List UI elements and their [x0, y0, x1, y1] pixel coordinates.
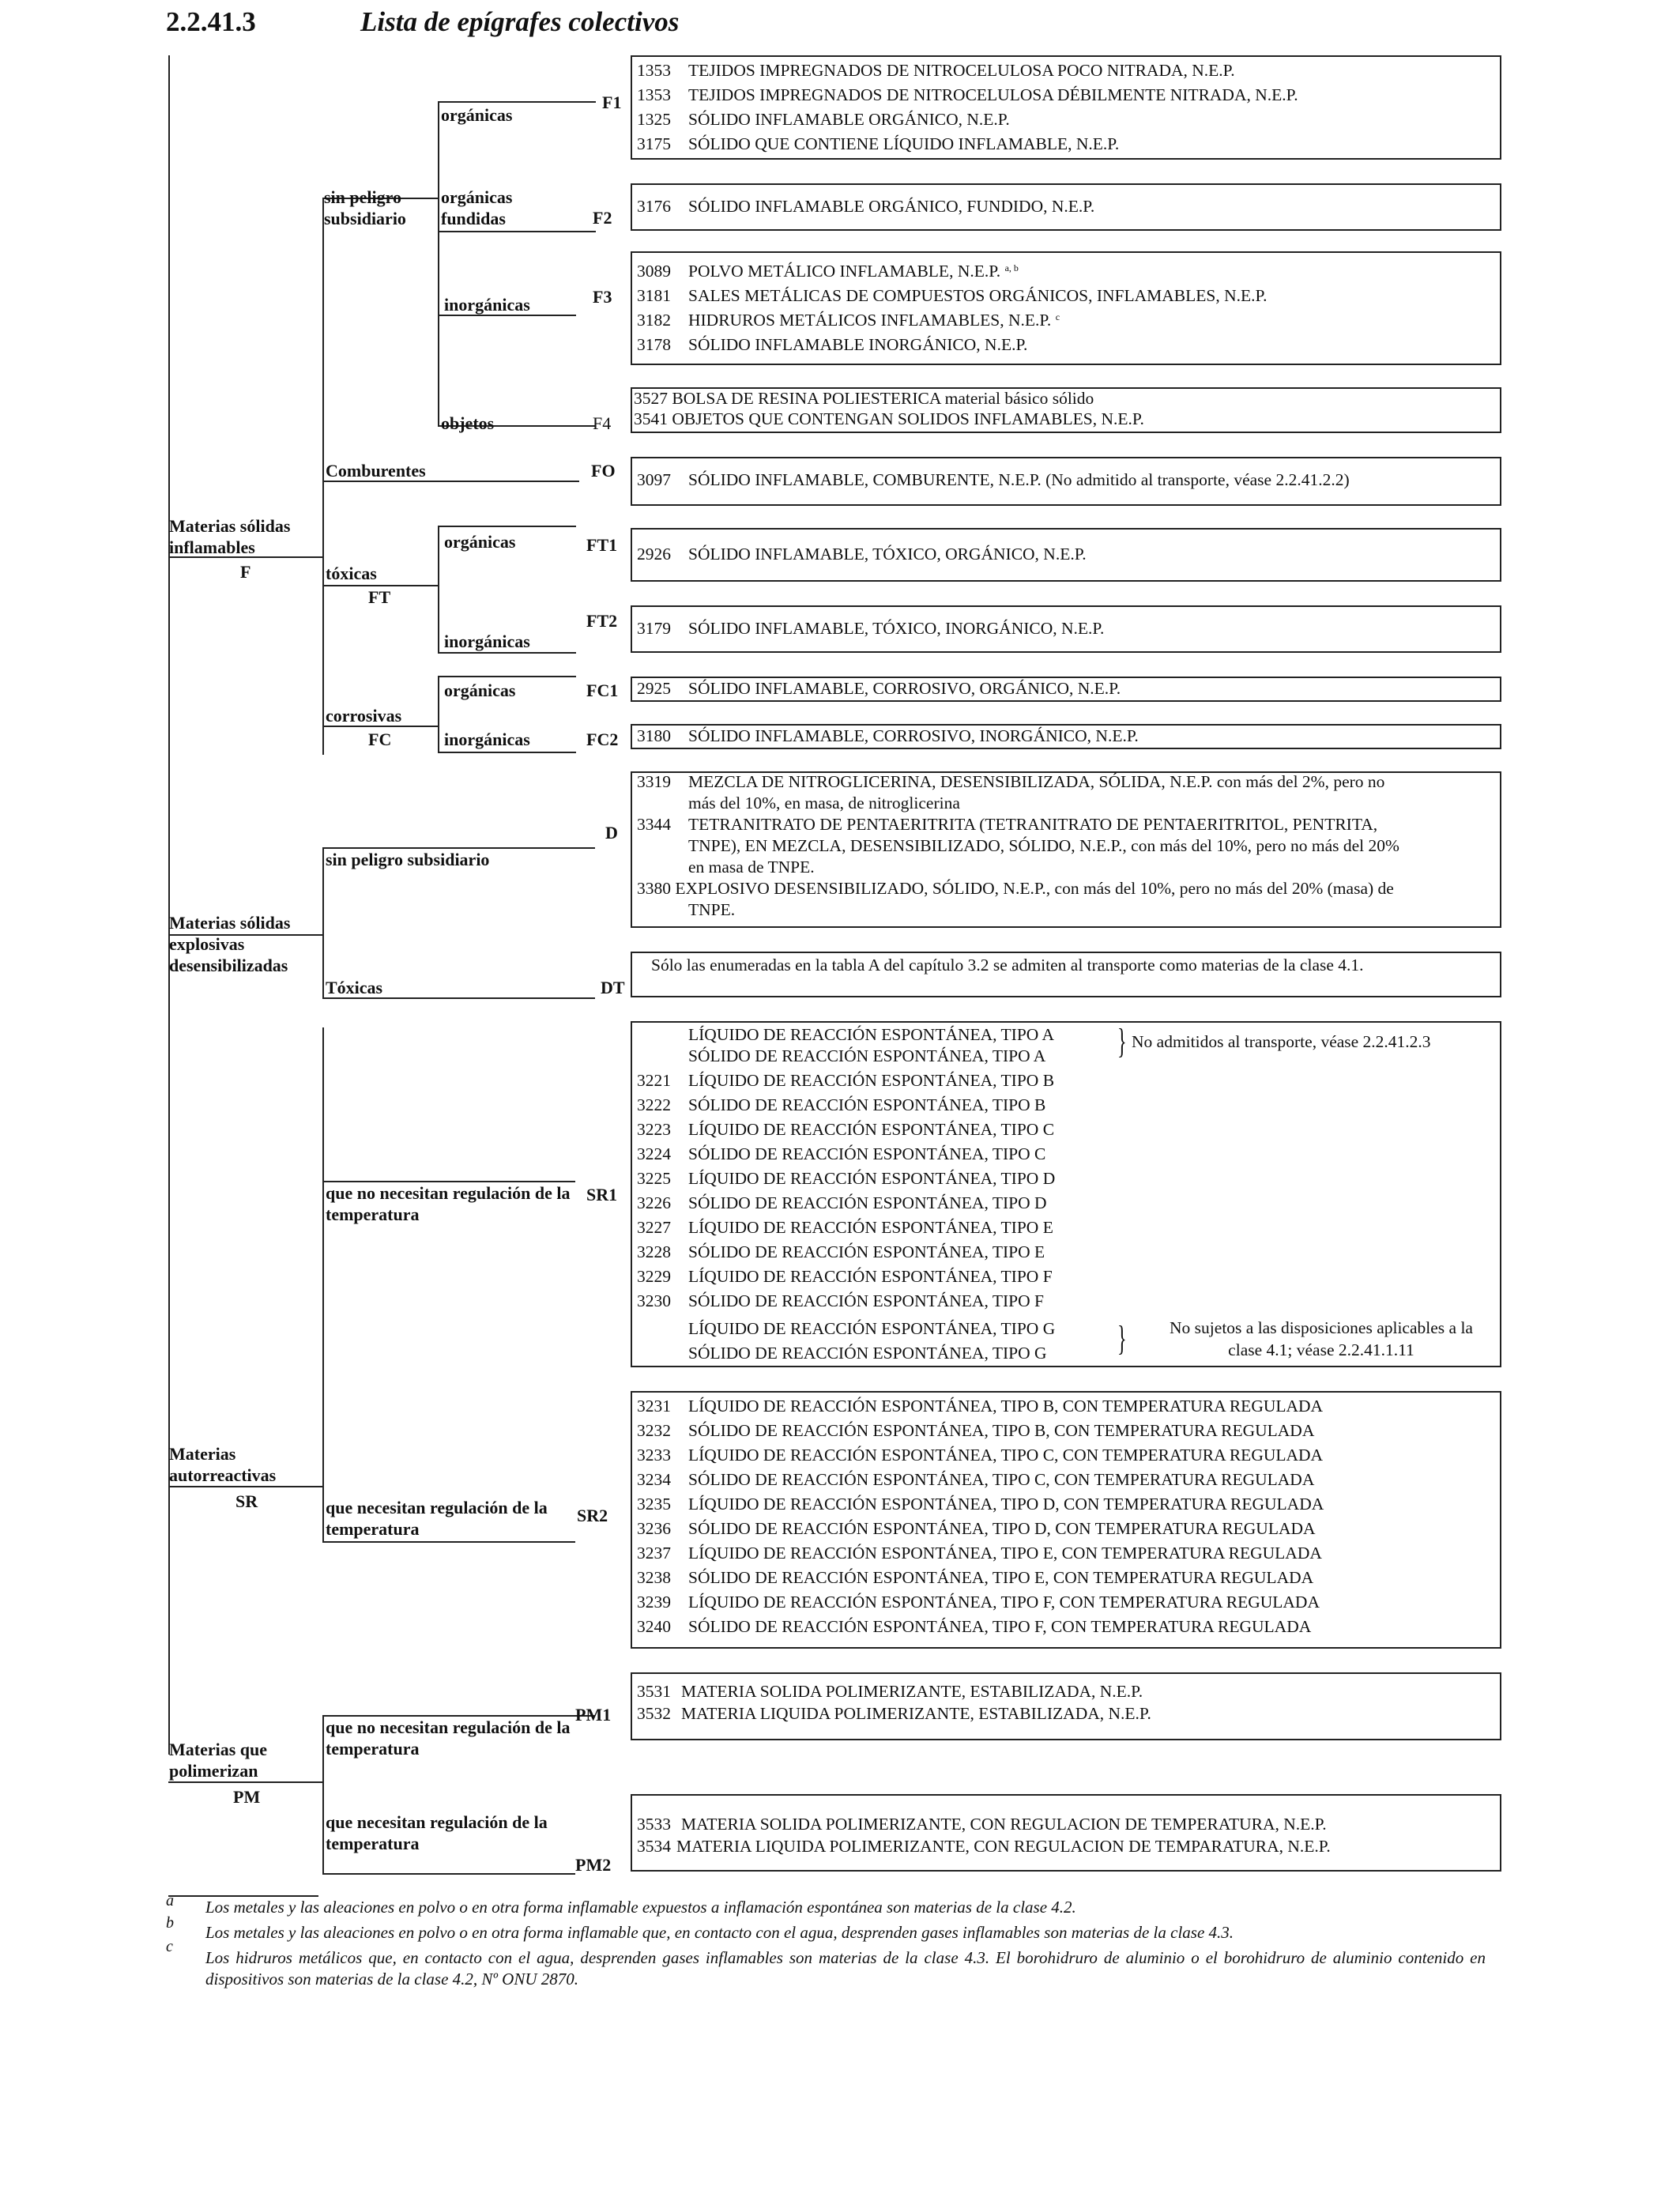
code-f2: F2	[593, 208, 612, 228]
list-item-continuation: TNPE), EN MEZCLA, DESENSIBILIZADO, SÓLIDO, N.E.P., con más del 10%, pero no más del 20%	[688, 836, 1399, 855]
list-item: 3230 SÓLIDO DE REACCIÓN ESPONTÁNEA, TIPO F	[637, 1291, 1044, 1310]
list-item: 3344 TETRANITRATO DE PENTAERITRITA (TETRANITRATO DE PENTAERITRITOL, PENTRITA,	[637, 815, 1378, 834]
list-item: 3319 MEZCLA DE NITROGLICERINA, DESENSIBILIZADA, SÓLIDA, N.E.P. con más del 2%, pero no	[637, 772, 1385, 791]
label-organicas-ft1: orgánicas	[444, 532, 516, 552]
list-item-continuation: en masa de TNPE.	[688, 858, 815, 876]
box-f2	[631, 183, 1501, 231]
list-item: 3225 LÍQUIDO DE REACCIÓN ESPONTÁNEA, TIPO D	[637, 1169, 1056, 1188]
list-item: 3240 SÓLIDO DE REACCIÓN ESPONTÁNEA, TIPO F, CON TEMPERATURA REGULADA	[637, 1617, 1312, 1636]
list-item: 3380 EXPLOSIVO DESENSIBILIZADO, SÓLIDO, N.E.P., con más del 10%, pero no más del 20% (masa) de	[637, 879, 1394, 898]
list-item: 3182 HIDRUROS METÁLICOS INFLAMABLES, N.E.P. $^c$	[637, 311, 1060, 330]
sr1-bottom-note	[1147, 1317, 1495, 1361]
label-inorganicas-ft2: inorgánicas	[444, 631, 530, 651]
list-item: 3532 MATERIA LIQUIDA POLIMERIZANTE, ESTABILIZADA, N.E.P.	[637, 1704, 1151, 1723]
label-organicas-fundidas: orgánicas fundidas	[441, 187, 513, 228]
list-item: 1353 TEJIDOS IMPREGNADOS DE NITROCELULOSA DÉBILMENTE NITRADA, N.E.P.	[637, 85, 1298, 104]
label-organicas-fc1: orgánicas	[444, 680, 516, 700]
label-sr-no-regulacion: que no necesitan regulación de la temperatura	[326, 1183, 571, 1224]
label-sin-peligro-subsidiario: sin peligro subsidiario	[324, 187, 406, 228]
sr1-bottom-note-line: clase 4.1; véase 2.2.41.1.11	[1228, 1340, 1414, 1359]
group-title-polymerizing: Materias que polimerizan	[169, 1740, 268, 1781]
code-ft2: FT2	[586, 611, 618, 631]
box-ft1	[631, 528, 1501, 582]
list-item: 3089 POLVO METÁLICO INFLAMABLE, N.E.P. $^{a, b}$	[637, 262, 1019, 281]
box-pm2	[631, 1794, 1501, 1872]
list-item: 3178 SÓLIDO INFLAMABLE INORGÁNICO, N.E.P.	[637, 335, 1028, 354]
list-item: 3533 MATERIA SOLIDA POLIMERIZANTE, CON REGULACION DE TEMPERATURA, N.E.P.	[637, 1815, 1327, 1834]
list-item: 3223 LÍQUIDO DE REACCIÓN ESPONTÁNEA, TIPO C	[637, 1120, 1055, 1139]
footnote-ref-c: c	[1055, 311, 1060, 322]
code-fc1: FC1	[586, 680, 619, 700]
label-comburentes: Comburentes	[326, 461, 426, 481]
sr1-top-note: No admitidos al transporte, véase 2.2.41.2.3	[1132, 1032, 1431, 1051]
code-sr2: SR2	[577, 1506, 608, 1525]
code-f3: F3	[593, 287, 612, 307]
list-item: 3175 SÓLIDO QUE CONTIENE LÍQUIDO INFLAMABLE, N.E.P.	[637, 134, 1120, 153]
group-title-self-reactive: Materias autorreactivas	[169, 1444, 277, 1485]
list-item: 3176 SÓLIDO INFLAMABLE ORGÁNICO, FUNDIDO, N.E.P.	[637, 197, 1095, 216]
dt-note: Sólo las enumeradas en la tabla A del capítulo 3.2 se admiten al transporte como materias de la clase 4.1.	[651, 956, 1364, 974]
code-ft1: FT1	[586, 535, 618, 555]
footnote-mark-c: c	[166, 1938, 173, 1955]
list-item: 3234 SÓLIDO DE REACCIÓN ESPONTÁNEA, TIPO C, CON TEMPERATURA REGULADA	[637, 1470, 1315, 1489]
list-item: 3181 SALES METÁLICAS DE COMPUESTOS ORGÁNICOS, INFLAMABLES, N.E.P.	[637, 286, 1268, 305]
code-dt: DT	[601, 978, 625, 997]
box-f1	[631, 55, 1501, 160]
code-pm1: PM1	[575, 1705, 612, 1725]
box-fc1	[631, 677, 1501, 702]
code-fo: FO	[591, 461, 616, 481]
code-fc2: FC2	[586, 729, 619, 749]
box-d	[631, 771, 1501, 928]
list-item: 3228 SÓLIDO DE REACCIÓN ESPONTÁNEA, TIPO E	[637, 1242, 1045, 1261]
list-item: LÍQUIDO DE REACCIÓN ESPONTÁNEA, TIPO G	[688, 1319, 1056, 1338]
box-ft2	[631, 605, 1501, 653]
sr1-bottom-note-line: No sujetos a las disposiciones aplicables a la	[1170, 1318, 1473, 1337]
list-item: 1325 SÓLIDO INFLAMABLE ORGÁNICO, N.E.P.	[637, 110, 1010, 129]
label-fc: FC	[368, 729, 392, 749]
label-pm-regulacion: que necesitan regulación de la temperatura	[326, 1812, 548, 1853]
section-number: 2.2.41.3	[166, 6, 256, 37]
list-item: 3179 SÓLIDO INFLAMABLE, TÓXICO, INORGÁNICO, N.E.P.	[637, 619, 1105, 638]
footnote-ref-ab: a, b	[1004, 262, 1019, 273]
list-item: 3527 BOLSA DE RESINA POLIESTERICA material básico sólido	[634, 389, 1094, 408]
group-title-desensitized: Materias sólidas explosivas desensibilizadas	[169, 913, 291, 975]
code-sr1: SR1	[586, 1185, 618, 1204]
list-item: 3227 LÍQUIDO DE REACCIÓN ESPONTÁNEA, TIPO E	[637, 1218, 1053, 1237]
list-item: 3238 SÓLIDO DE REACCIÓN ESPONTÁNEA, TIPO E, CON TEMPERATURA REGULADA	[637, 1568, 1314, 1587]
group-code-pm: PM	[233, 1787, 261, 1807]
list-item: 3180 SÓLIDO INFLAMABLE, CORROSIVO, INORGÁNICO, N.E.P.	[637, 726, 1139, 745]
list-item: 3232 SÓLIDO DE REACCIÓN ESPONTÁNEA, TIPO B, CON TEMPERATURA REGULADA	[637, 1421, 1315, 1440]
box-f4	[631, 387, 1501, 433]
list-item: 3236 SÓLIDO DE REACCIÓN ESPONTÁNEA, TIPO D, CON TEMPERATURA REGULADA	[637, 1519, 1316, 1538]
list-item: 3541 OBJETOS QUE CONTENGAN SOLIDOS INFLAMABLES, N.E.P.	[634, 409, 1144, 428]
list-item-continuation: más del 10%, en masa, de nitroglicerina	[688, 794, 960, 812]
label-ft: FT	[368, 587, 391, 607]
box-dt	[631, 952, 1501, 997]
label-objetos: objetos	[441, 413, 495, 433]
list-item: 3233 LÍQUIDO DE REACCIÓN ESPONTÁNEA, TIPO C, CON TEMPERATURA REGULADA	[637, 1446, 1324, 1465]
brace-icon: }	[1117, 1022, 1127, 1061]
label-organicas-f1: orgánicas	[441, 105, 513, 125]
footnote-c: Los hidruros metálicos que, en contacto con el agua, desprenden gases inflamables son materias de la clase 4.3. El borohidruro de aluminio o el borohidruro de aluminio contenido en dispositivos son materias de la clase 4.2, Nº ONU 2870.	[205, 1948, 1486, 1989]
label-d-toxicas: Tóxicas	[326, 978, 383, 997]
list-item: 2926 SÓLIDO INFLAMABLE, TÓXICO, ORGÁNICO, N.E.P.	[637, 545, 1087, 564]
code-f4: F4	[593, 413, 612, 433]
list-item: 1353 TEJIDOS IMPREGNADOS DE NITROCELULOSA POCO NITRADA, N.E.P.	[637, 61, 1235, 80]
list-item: 3531 MATERIA SOLIDA POLIMERIZANTE, ESTABILIZADA, N.E.P.	[637, 1682, 1143, 1701]
box-fo	[631, 457, 1501, 506]
brace-icon: }	[1117, 1319, 1127, 1358]
label-inorganicas-f3: inorgánicas	[444, 295, 530, 315]
group-title-flammable: Materias sólidas inflamables	[169, 516, 291, 557]
list-item: 3226 SÓLIDO DE REACCIÓN ESPONTÁNEA, TIPO D	[637, 1193, 1047, 1212]
list-item: 3229 LÍQUIDO DE REACCIÓN ESPONTÁNEA, TIPO F	[637, 1267, 1053, 1286]
list-item: 3231 LÍQUIDO DE REACCIÓN ESPONTÁNEA, TIPO B, CON TEMPERATURA REGULADA	[637, 1397, 1324, 1416]
label-pm-no-regulacion: que no necesitan regulación de la temperatura	[326, 1717, 571, 1759]
label-d-sin-peligro: sin peligro subsidiario	[326, 850, 490, 869]
label-inorganicas-fc2: inorgánicas	[444, 729, 530, 749]
section-title: Lista de epígrafes colectivos	[360, 6, 680, 37]
label-sr-regulacion: que necesitan regulación de la temperatura	[326, 1498, 548, 1539]
list-item: LÍQUIDO DE REACCIÓN ESPONTÁNEA, TIPO A	[688, 1025, 1055, 1044]
footnote-b: Los metales y las aleaciones en polvo o en otra forma inflamable que, en contacto con el agua, desprenden gases inflamables son materias de la clase 4.3.	[205, 1923, 1234, 1942]
list-item: 3235 LÍQUIDO DE REACCIÓN ESPONTÁNEA, TIPO D, CON TEMPERATURA REGULADA	[637, 1495, 1324, 1514]
group-code-sr: SR	[235, 1491, 258, 1511]
code-f1: F1	[602, 92, 622, 112]
list-item: 3224 SÓLIDO DE REACCIÓN ESPONTÁNEA, TIPO C	[637, 1144, 1046, 1163]
list-item: SÓLIDO DE REACCIÓN ESPONTÁNEA, TIPO G	[688, 1344, 1047, 1363]
footnote-a: Los metales y las aleaciones en polvo o en otra forma inflamable expuestos a inflamación espontánea son materias de la clase 4.2.	[205, 1898, 1076, 1917]
list-item: 3097 SÓLIDO INFLAMABLE, COMBURENTE, N.E.P. (No admitido al transporte, véase 2.2.41.2.2)	[637, 470, 1350, 489]
list-item: 3239 LÍQUIDO DE REACCIÓN ESPONTÁNEA, TIPO F, CON TEMPERATURA REGULADA	[637, 1593, 1320, 1612]
list-item: 3237 LÍQUIDO DE REACCIÓN ESPONTÁNEA, TIPO E, CON TEMPERATURA REGULADA	[637, 1544, 1322, 1563]
box-sr2	[631, 1391, 1501, 1649]
label-toxicas: tóxicas	[326, 564, 377, 583]
footnote-mark-b: b	[166, 1914, 174, 1932]
box-sr1	[631, 1021, 1501, 1367]
footnote-mark-a: a	[166, 1892, 174, 1909]
group-code-f: F	[240, 562, 251, 582]
list-item: 3534 MATERIA LIQUIDA POLIMERIZANTE, CON REGULACION DE TEMPARATURA, N.E.P.	[637, 1837, 1331, 1856]
box-pm1	[631, 1672, 1501, 1740]
list-item-continuation: TNPE.	[688, 900, 736, 919]
code-pm2: PM2	[575, 1855, 612, 1875]
list-item: 3221 LÍQUIDO DE REACCIÓN ESPONTÁNEA, TIPO B	[637, 1071, 1055, 1090]
list-item: 2925 SÓLIDO INFLAMABLE, CORROSIVO, ORGÁNICO, N.E.P.	[637, 679, 1121, 698]
box-f3	[631, 251, 1501, 365]
box-fc2	[631, 724, 1501, 749]
label-corrosivas: corrosivas	[326, 706, 402, 726]
list-item: SÓLIDO DE REACCIÓN ESPONTÁNEA, TIPO A	[688, 1046, 1046, 1065]
code-d: D	[605, 823, 618, 843]
list-item: 3222 SÓLIDO DE REACCIÓN ESPONTÁNEA, TIPO B	[637, 1095, 1046, 1114]
